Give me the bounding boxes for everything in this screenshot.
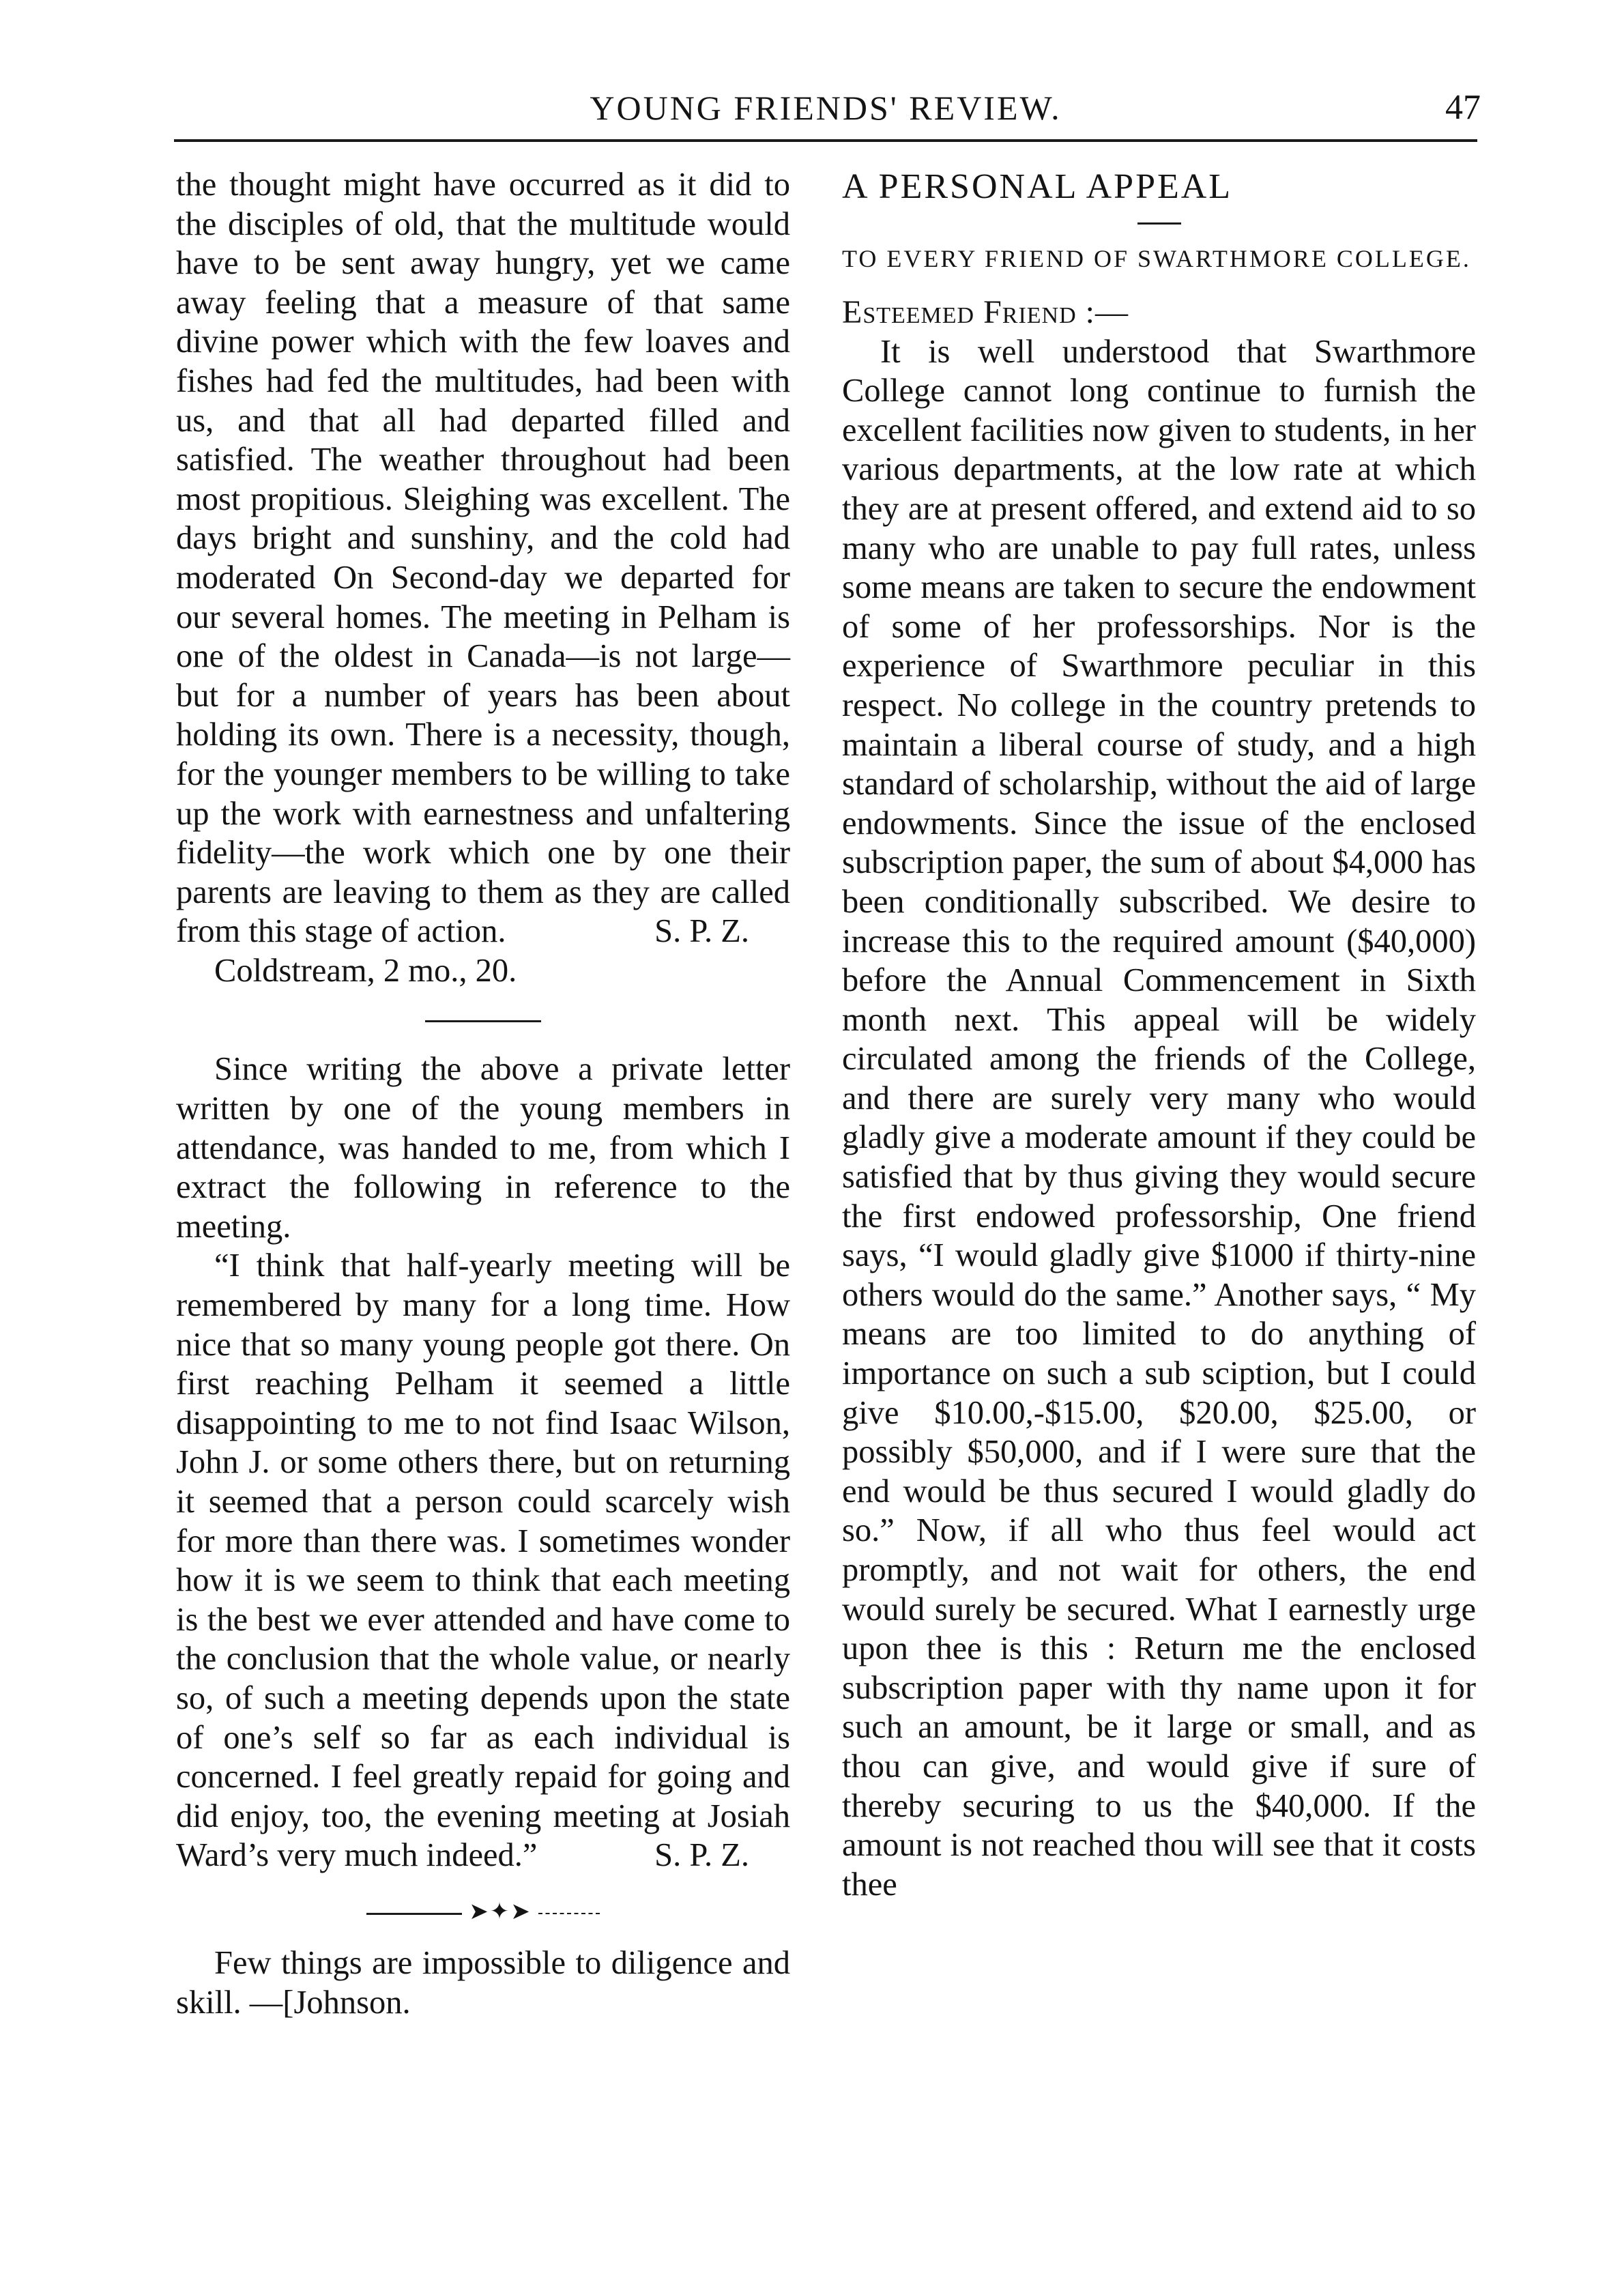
article-subheading: TO EVERY FRIEND OF SWARTHMORE COLLEGE. bbox=[842, 245, 1471, 272]
article-continuation-paragraph: the thought might have occurred as it did to the disciples of old, that the multitude would have to be sent away hungry, yet we came away feeling that a measure of that same divine power which with the few loaves and fishes had fed the multitudes, had been with us, and that all had departed filled and satisfied. The weather throughout had been most propitious. Sleighing was excellent. The days bright and sunshiny, and the cold had moderated On Second-day we departed for our several homes. The meeting in Pelham is one of the oldest in Canada—is not large—but for a number of years has been about holding its own. There is a necessity, though, for the younger members to be willing to take up the work with earnestness and unfaltering fidelity—the work which one by one their parents are leaving to them as they are called from this stage of action. bbox=[176, 167, 790, 950]
section-divider bbox=[425, 1020, 541, 1022]
page-number: 47 bbox=[1445, 88, 1481, 127]
letter-quote: “I think that half-yearly meeting will be remembered by many for a long time. How nice that so many young people got there. On first reaching Pelham it seemed a little disappointing to me to not find Isaac Wilson, John J. or some others there, but on returning it seemed that a person could scarcely wish for more than there was. I sometimes wonder how it is we seem to think that each meeting is the best we ever attended and have come to the conclusion that the whole value, or nearly so, of such a meeting depends upon the state of one’s self so far as each individual is concerned. I feel greatly repaid for going and did enjoy, too, the evening meeting at Josiah Ward’s very much indeed.” bbox=[176, 1247, 790, 1874]
ornamental-divider: ➤✦➤ bbox=[176, 1899, 790, 1926]
right-column bbox=[842, 165, 1476, 1904]
appeal-body: It is well understood that Swarthmore College cannot long continue to furnish the excellent facilities now given to students, in her various departments, at the low rate at which they are at present offered, and extend aid to so many who are unable to pay full rates, unless some means are taken to secure the endowment of some of her professorships. Nor is the experience of Swarthmore peculiar in this respect. No college in the country pretends to maintain a liberal course of study, and a high standard of scholarship, without the aid of large endowments. Since the issue of the enclosed subscription paper, the sum of about $4,000 has been conditionally subscribed. We desire to increase this to the required amount ($40,000) before the Annual Commencement in Sixth month next. This appeal will be widely circulated among the friends of the College, and there are surely very many who would gladly give a moderate amount if they could be satisfied that by thus giving they would secure the first endowed professorship, One friend says, “I would gladly give $1000 if thirty-nine others would do the same.” Another says, “ My means are too limited to do anything of importance on such a sub sciption, but I could give $10.00,-$15.00, $20.00, $25.00, or possibly $50,000, and if I were sure that the end would be thus secured I would gladly do so.” Now, if all who thus feel would act promptly, and not wait for others, the end would surely be secured. What I earnestly urge upon thee is this : Return me the enclosed subscription paper with thy name upon it for such an amount, be it large or small, and as thou can give, and would give if sure of thereby securing to us the $40,000. If the amount is not reached thou will see that it costs thee bbox=[842, 333, 1476, 1903]
place-date: Coldstream, 2 mo., 20. bbox=[214, 952, 517, 989]
running-title: YOUNG FRIENDS' REVIEW. bbox=[590, 89, 1062, 127]
page-header bbox=[171, 81, 1481, 135]
maxim: Few things are impossible to diligence and skill. —[Johnson. bbox=[176, 1944, 790, 2021]
letter-intro-paragraph: Since writing the above a private letter written by one of the young members in attendance, was handed to me, from which I extract the following in reference to the meeting. bbox=[176, 1051, 790, 1245]
heading-divider bbox=[1137, 222, 1181, 225]
salutation: Esteemed Friend :— bbox=[842, 294, 1129, 330]
signature-initials: S. P. Z. bbox=[654, 1837, 749, 1874]
signature-initials: S. P. Z. bbox=[654, 913, 749, 950]
header-rule bbox=[174, 139, 1477, 142]
left-column bbox=[176, 165, 790, 2022]
article-heading: A PERSONAL APPEAL bbox=[842, 167, 1233, 206]
